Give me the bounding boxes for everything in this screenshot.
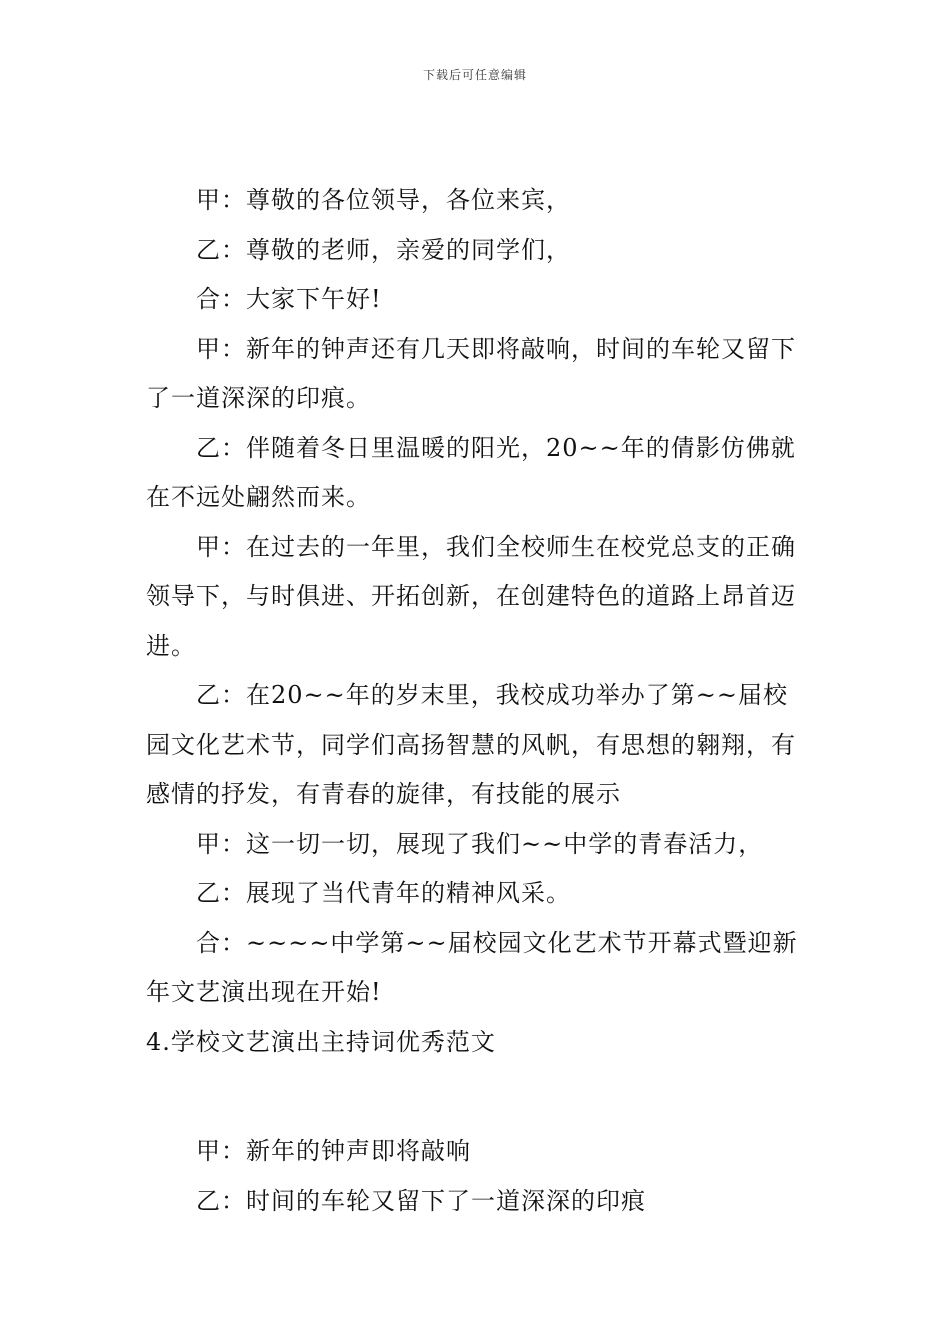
paragraph: 甲：在过去的一年里，我们全校师生在校党总支的正确领导下，与时俱进、开拓创新，在创建特色的道路上昂首迈进。 bbox=[146, 532, 796, 660]
spacer bbox=[146, 1067, 810, 1127]
paragraph: 合：大家下午好! bbox=[196, 285, 382, 313]
paragraph: 乙：展现了当代青年的精神风采。 bbox=[196, 879, 571, 907]
paragraph: 乙：时间的车轮又留下了一道深深的印痕 bbox=[196, 1186, 646, 1215]
paragraph: 乙：伴随着冬日里温暖的阳光，20~~年的倩影仿佛就在不远处翩然而来。 bbox=[146, 433, 796, 511]
header-note: 下载后可任意编辑 bbox=[422, 68, 527, 82]
paragraph: 甲：新年的钟声即将敲响 bbox=[196, 1137, 471, 1165]
paragraph: 甲：这一切一切，展现了我们~~中学的青春活力， bbox=[196, 829, 764, 858]
section-heading: 4.学校文艺演出主持词优秀范文 bbox=[146, 1027, 496, 1056]
document-body bbox=[146, 176, 810, 1226]
paragraph: 乙：尊敬的老师，亲爱的同学们， bbox=[196, 235, 571, 264]
paragraph: 合：~~~~中学第~~届校园文化艺术节开幕式暨迎新年文艺演出现在开始! bbox=[146, 928, 798, 1006]
paragraph: 乙：在20~~年的岁末里，我校成功举办了第~~届校园文化艺术节，同学们高扬智慧的风帆，有思想的翱翔，有感情的抒发，有青春的旋律，有技能的展示 bbox=[146, 681, 796, 808]
paragraph: 甲：新年的钟声还有几天即将敲响，时间的车轮又留下了一道深深的印痕。 bbox=[146, 334, 796, 412]
paragraph: 甲：尊敬的各位领导，各位来宾， bbox=[196, 186, 571, 214]
